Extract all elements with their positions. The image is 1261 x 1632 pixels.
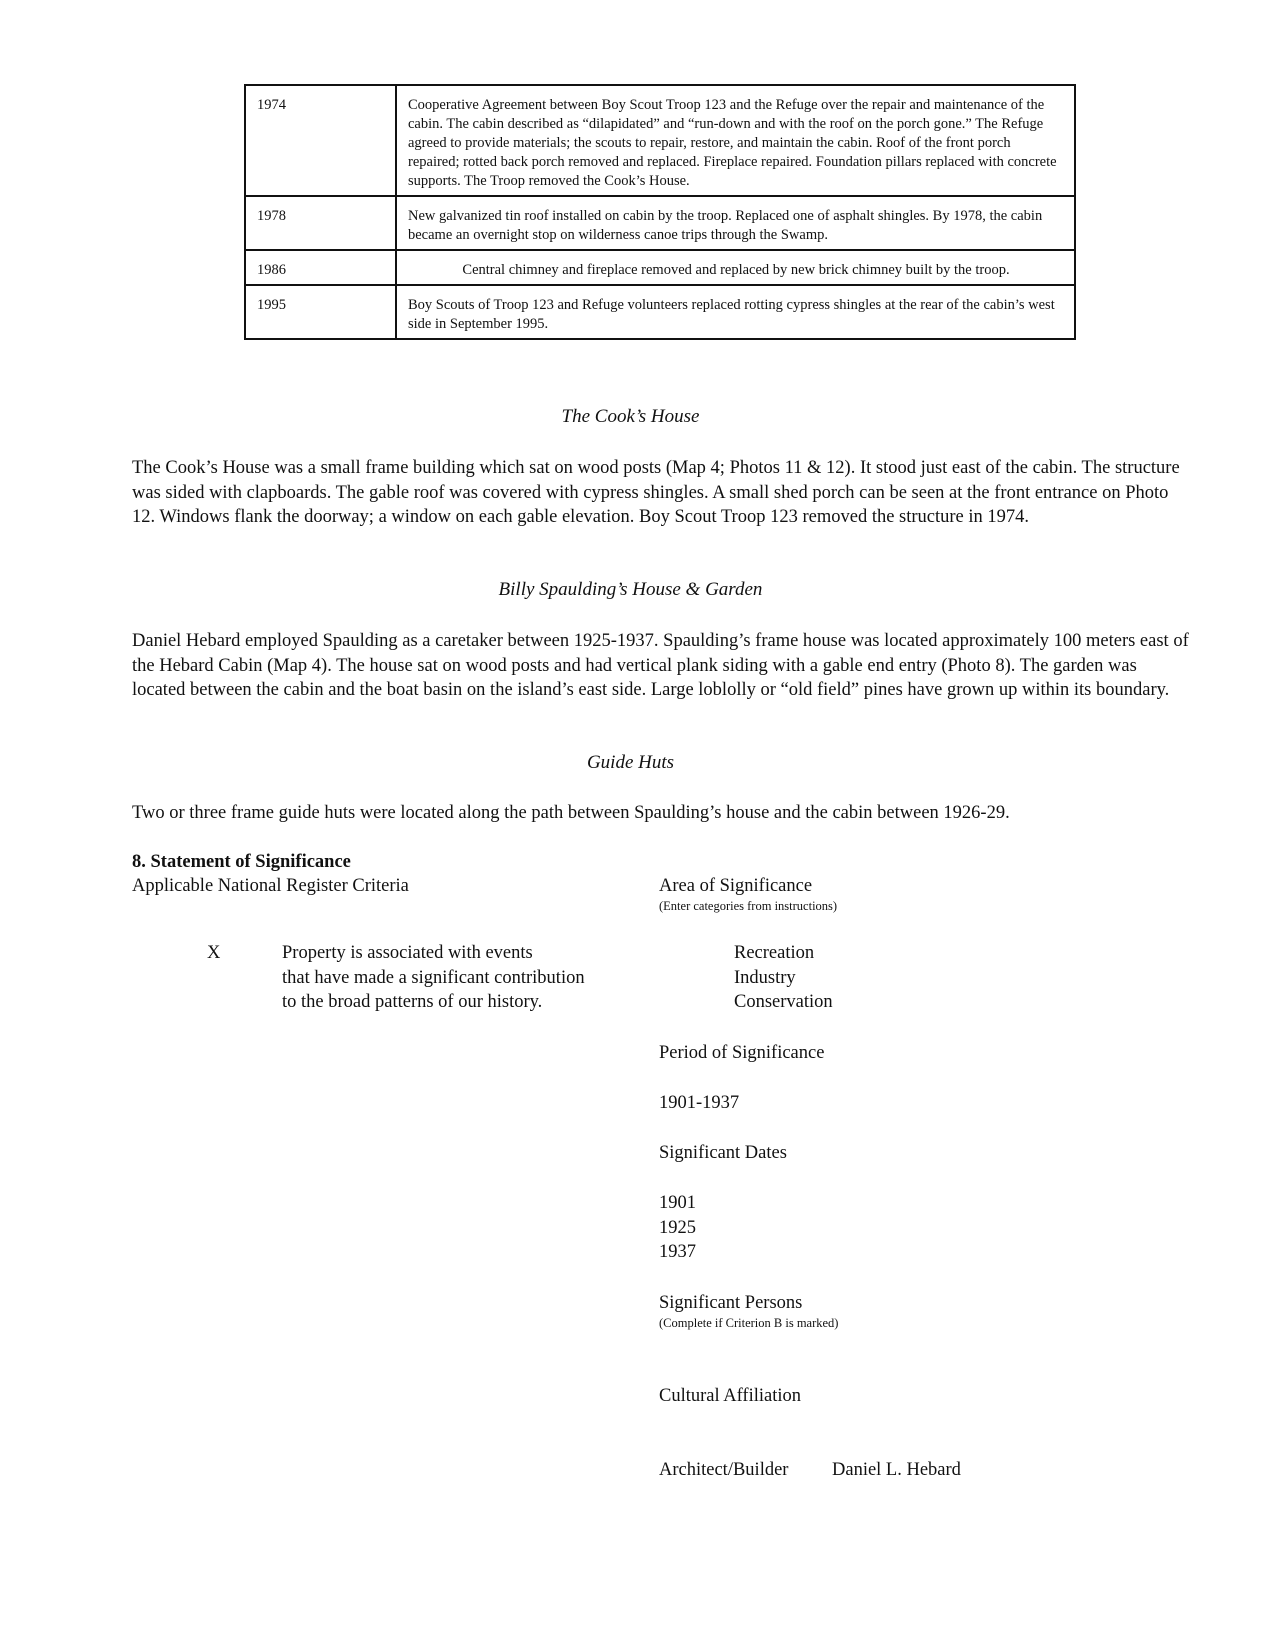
cooks-house-heading: The Cook’s House	[561, 406, 700, 427]
criterion-line: to the broad patterns of our history.	[282, 992, 543, 1012]
table-row	[245, 85, 1075, 196]
cultural-label: Cultural Affiliation	[659, 1386, 801, 1406]
area-label: Area of Significance	[659, 876, 813, 896]
area-note: (Enter categories from instructions)	[659, 899, 838, 913]
description-cell: Cooperative Agreement between Boy Scout Troop 123 and the Refuge over the repair and maintenance of the cabin. The cabin described as “dilapidated” and “run-down and with the roof on the porch gone.” The Refuge agreed to provide materials; the scouts to repair, restore, and maintain the cabin. Roof of the front porch repaired; rotted back porch removed and replaced. Fireplace repaired. Foundation pillars replaced with concrete supports. The Troop removed the Cook’s House.	[396, 85, 1075, 196]
year-cell: 1995	[245, 285, 396, 339]
area-list	[734, 941, 833, 1015]
guide-huts-heading: Guide Huts	[586, 752, 675, 773]
architect-value: Daniel L. Hebard	[832, 1460, 961, 1480]
table-row	[245, 196, 1075, 250]
date-item: 1937	[659, 1242, 696, 1262]
date-item: 1925	[659, 1217, 696, 1238]
guide-huts-paragraph: Two or three frame guide huts were located along the path between Spaulding’s house and the cabin between 1926-29.	[132, 803, 1010, 823]
spaulding-paragraph: Daniel Hebard employed Spaulding as a caretaker between 1925-1937. Spaulding’s frame house was located approximately 100 meters east of the Hebard Cabin (Map 4). The house sat on wood posts and had vertical plank siding with a gable end entry (Photo 8). The garden was located between the cabin and the boat basin on the island’s east side. Large loblolly or “old field” pines have grown up within its boundary.	[132, 631, 1189, 700]
criterion-mark: X	[207, 943, 221, 963]
date-item: 1901	[659, 1193, 696, 1213]
area-item: Conservation	[734, 992, 833, 1012]
architect-label: Architect/Builder	[659, 1460, 789, 1480]
spaulding-heading: Billy Spaulding’s House & Garden	[498, 579, 763, 600]
year-cell: 1974	[245, 85, 396, 196]
persons-label: Significant Persons	[659, 1293, 803, 1313]
period-value: 1901-1937	[659, 1093, 740, 1113]
period-label: Period of Significance	[659, 1043, 825, 1063]
area-item: Recreation	[734, 943, 815, 963]
cooks-house-paragraph: The Cook’s House was a small frame building which sat on wood posts (Map 4; Photos 11 & 12). It stood just east of the cabin. The structure was sided with clapboards. The gable roof was covered with cypress shingles. A small shed porch can be seen at the front entrance on Photo 12. Windows flank the doorway; a window on each gable elevation. Boy Scout Troop 123 removed the structure in 1974.	[132, 458, 1180, 527]
area-item: Industry	[734, 967, 796, 988]
section-8-title: 8. Statement of Significance	[132, 852, 351, 872]
persons-note: (Complete if Criterion B is marked)	[659, 1316, 839, 1330]
table-row	[245, 250, 1075, 285]
description-cell: New galvanized tin roof installed on cabin by the troop. Replaced one of asphalt shingles. By 1978, the cabin became an overnight stop on wilderness canoe trips through the Swamp.	[396, 196, 1075, 250]
description-cell: Central chimney and fireplace removed and replaced by new brick chimney built by the troop.	[396, 250, 1075, 285]
dates-label: Significant Dates	[659, 1143, 787, 1163]
dates-list	[659, 1191, 696, 1265]
year-cell: 1986	[245, 250, 396, 285]
year-cell: 1978	[245, 196, 396, 250]
criterion-description	[282, 941, 585, 1015]
description-cell: Boy Scouts of Troop 123 and Refuge volunteers replaced rotting cypress shingles at the rear of the cabin’s west side in September 1995.	[396, 285, 1075, 339]
table-row	[245, 285, 1075, 339]
criterion-line: that have made a significant contribution	[282, 967, 585, 988]
criterion-line: Property is associated with events	[282, 943, 533, 963]
history-table	[244, 84, 1076, 340]
criteria-label: Applicable National Register Criteria	[132, 876, 409, 896]
